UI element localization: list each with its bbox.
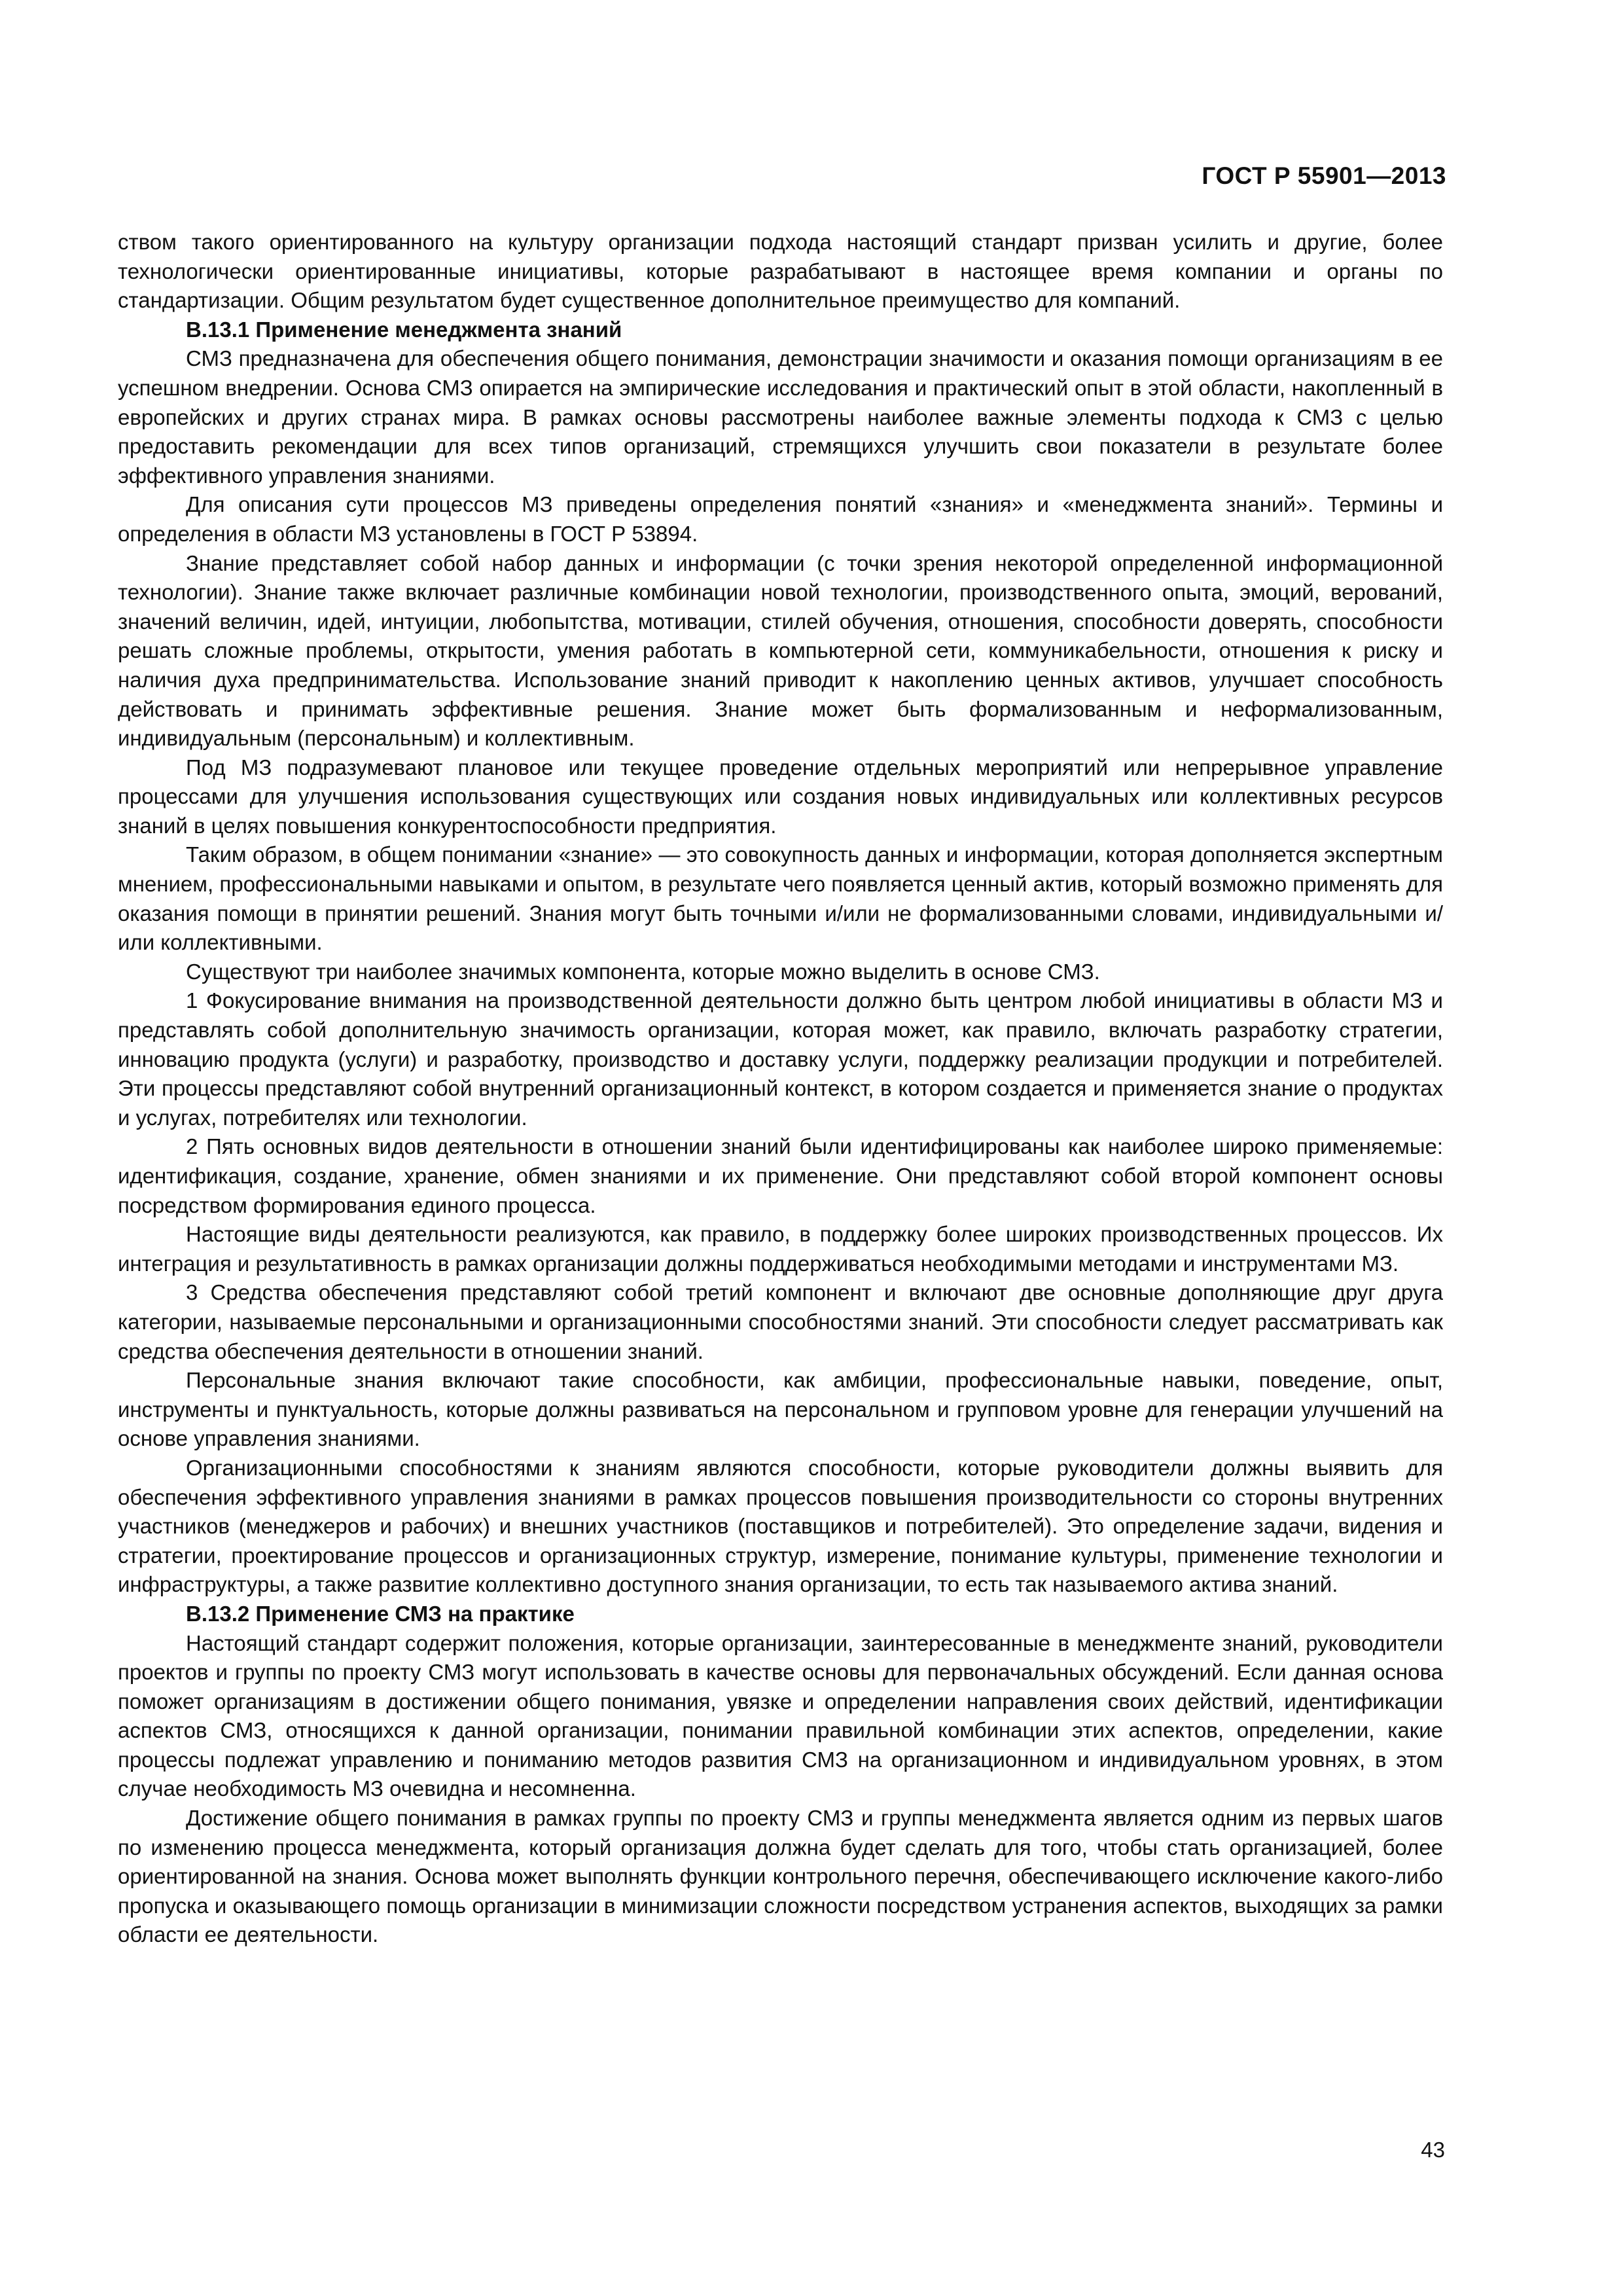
paragraph: СМЗ предназначена для обеспечения общего понимания, демонстрации значимости и оказания помощи организациям в ее успешном внедрении. Основа СМЗ опирается на эмпирические исследования и практический опыт в этой области, накопленный в европейских и других странах мира. В рамках основы рассмотрены наиболее важные элементы подхода к СМЗ с целью предоставить рекомендации для всех типов организаций, стремящихся улучшить свои показатели в результате более эффективного управления знаниями. [118, 346, 1443, 488]
section-heading-b13-2: В.13.2 Применение СМЗ на практике [186, 1601, 575, 1626]
paragraph: Для описания сути процессов МЗ приведены определения понятий «знания» и «менеджмента знаний». Термины и определения в области МЗ установлены в ГОСТ Р 53894. [118, 492, 1443, 546]
paragraph: Настоящие виды деятельности реализуются, как правило, в поддержку более широких производственных процессов. Их интеграция и результативность в рамках организации должны поддерживаться необходимыми методами и инструментами МЗ. [118, 1222, 1443, 1276]
paragraph: Существуют три наиболее значимых компонента, которые можно выделить в основе СМЗ. [186, 959, 1100, 984]
paragraph: Под МЗ подразумевают плановое или текущее проведение отдельных мероприятий или непрерывное управление процессами для улучшения использования существующих или создания новых индивидуальных или коллективных ресурсов знаний в целях повышения конкурентоспособности предприятия. [118, 755, 1443, 838]
document-body [118, 228, 1443, 1950]
paragraph: Персональные знания включают такие способности, как амбиции, профессиональные навыки, поведение, опыт, инструменты и пунктуальность, которые должны развиваться на персональном и групповом уровне для генерации улучшений на основе управления знаниями. [118, 1368, 1443, 1451]
document-header-standard: ГОСТ Р 55901—2013 [1202, 162, 1446, 189]
section-heading-b13-1: В.13.1 Применение менеджмента знаний [186, 317, 622, 342]
paragraph-list-item-3: 3 Средства обеспечения представляют собой третий компонент и включают две основные дополняющие друг друга категории, называемые персональными и организационными способностями знаний. Эти способности следует рассматривать как средства обеспечения деятельности в отношении знаний. [118, 1280, 1443, 1363]
paragraph: Знание представляет собой набор данных и информации (с точки зрения некоторой определенной информационной технологии). Знание также включает различные комбинации новой технологии, производственного опыта, эмоций, верований, значений величин, идей, интуиции, любопытства, мотивации, стилей обучения, отношения, способности доверять, способности решать сложные проблемы, открытости, умения работать в компьютерной сети, коммуникабельности, отношения к риску и наличия духа предпринимательства. Использование знаний приводит к накоплению ценных активов, улучшает способность действовать и принимать эффективные решения. Знание может быть формализованным и неформализованным, индивидуальным (персональным) и коллективным. [118, 550, 1443, 751]
paragraph-list-item-2: 2 Пять основных видов деятельности в отношении знаний были идентифицированы как наиболее широко применяемые: идентификация, создание, хранение, обмен знаниями и их применение. Они представляют собой второй компонент основы посредством формирования единого процесса. [118, 1134, 1443, 1217]
paragraph-list-item-1: 1 Фокусирование внимания на производственной деятельности должно быть центром любой инициативы в области МЗ и представлять собой дополнительную значимость организации, которая может, как правило, включать разработку стратегии, инновацию продукта (услуги) и разработку, производство и доставку услуги, поддержку реализации продукции и потребителей. Эти процессы представляют собой внутренний организационный контекст, в котором создается и применяется знание о продуктах и услугах, потребителях или технологии. [118, 988, 1443, 1130]
paragraph-continuation: ством такого ориентированного на культуру организации подхода настоящий стандарт призван усилить и другие, более технологически ориентированные инициативы, которые разрабатывают в настоящее время компании и органы по стандартизации. Общим результатом будет существенное дополнительное преимущество для компаний. [118, 230, 1443, 313]
paragraph: Достижение общего понимания в рамках группы по проекту СМЗ и группы менеджмента является одним из первых шагов по изменению процесса менеджмента, который организация должна будет сделать для того, чтобы стать организацией, более ориентированной на знания. Основа может выполнять функции контрольного перечня, обеспечивающего исключение какого-либо пропуска и оказывающего помощь организации в минимизации сложности посредством устранения аспектов, выходящих за рамки области ее деятельности. [118, 1806, 1443, 1947]
paragraph: Таким образом, в общем понимании «знание» — это совокупность данных и информации, которая дополняется экспертным мнением, профессиональными навыками и опытом, в результате чего появляется ценный актив, который возможно применять для оказания помощи в принятии решений. Знания могут быть точными и/или не формализованными словами, индивидуальными и/или коллективными. [118, 842, 1443, 955]
page-number: 43 [1421, 2138, 1445, 2162]
paragraph: Организационными способностями к знаниям являются способности, которые руководители должны выявить для обеспечения эффективного управления знаниями в рамках процессов повышения производительности со стороны внутренних участников (менеджеров и рабочих) и внешних участников (поставщиков и потребителей). Это определение задачи, видения и стратегии, проектирование процессов и организационных структур, измерение, понимание культуры, применение технологии и инфраструктуры, а также развитие коллективно доступного знания организации, то есть так называемого актива знаний. [118, 1455, 1443, 1597]
paragraph: Настоящий стандарт содержит положения, которые организации, заинтересованные в менеджменте знаний, руководители проектов и группы по проекту СМЗ могут использовать в качестве основы для первоначальных обсуждений. Если данная основа поможет организациям в достижении общего понимания, увязке и определении направления своих действий, идентификации аспектов СМЗ, относящихся к данной организации, понимании правильной комбинации этих аспектов, определении, какие процессы подлежат управлению и пониманию методов развития СМЗ на организационном и индивидуальном уровнях, в этом случае необходимость МЗ очевидна и несомненна. [118, 1630, 1443, 1801]
